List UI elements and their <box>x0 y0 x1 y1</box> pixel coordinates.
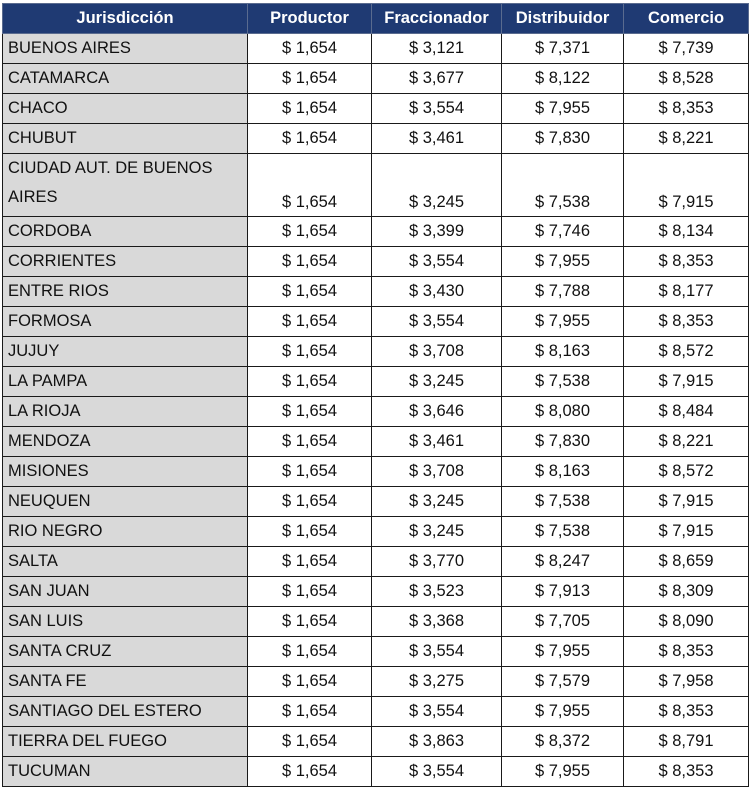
fraccionador-cell: $ 3,863 <box>372 727 502 757</box>
table-header <box>3 4 749 34</box>
table-row <box>3 217 749 247</box>
productor-cell: $ 1,654 <box>248 667 372 697</box>
productor-cell: $ 1,654 <box>248 697 372 727</box>
table-row <box>3 697 749 727</box>
productor-cell: $ 1,654 <box>248 397 372 427</box>
jurisdiction-cell: LA RIOJA <box>3 397 248 427</box>
table-row <box>3 577 749 607</box>
fraccionador-cell: $ 3,554 <box>372 697 502 727</box>
fraccionador-cell: $ 3,646 <box>372 397 502 427</box>
distribuidor-cell: $ 8,372 <box>502 727 624 757</box>
productor-cell: $ 1,654 <box>248 64 372 94</box>
fraccionador-cell: $ 3,677 <box>372 64 502 94</box>
comercio-cell: $ 8,353 <box>624 94 749 124</box>
productor-cell: $ 1,654 <box>248 607 372 637</box>
table-row <box>3 397 749 427</box>
fraccionador-cell: $ 3,245 <box>372 487 502 517</box>
table-row <box>3 757 749 787</box>
comercio-cell: $ 8,353 <box>624 757 749 787</box>
productor-cell: $ 1,654 <box>248 124 372 154</box>
comercio-cell: $ 8,353 <box>624 247 749 277</box>
header-row <box>3 4 749 34</box>
productor-cell: $ 1,654 <box>248 154 372 217</box>
distribuidor-cell: $ 7,538 <box>502 517 624 547</box>
comercio-cell: $ 7,915 <box>624 487 749 517</box>
jurisdiction-cell: RIO NEGRO <box>3 517 248 547</box>
table-row <box>3 547 749 577</box>
table-row <box>3 667 749 697</box>
comercio-cell: $ 8,309 <box>624 577 749 607</box>
jurisdiction-cell: SALTA <box>3 547 248 577</box>
fraccionador-cell: $ 3,461 <box>372 427 502 457</box>
productor-cell: $ 1,654 <box>248 457 372 487</box>
fraccionador-cell: $ 3,523 <box>372 577 502 607</box>
distribuidor-cell: $ 7,913 <box>502 577 624 607</box>
header-fraccionador: Fraccionador <box>372 4 502 34</box>
price-table <box>2 3 749 787</box>
comercio-cell: $ 8,221 <box>624 124 749 154</box>
distribuidor-cell: $ 7,538 <box>502 367 624 397</box>
distribuidor-cell: $ 7,830 <box>502 427 624 457</box>
distribuidor-cell: $ 7,830 <box>502 124 624 154</box>
productor-cell: $ 1,654 <box>248 217 372 247</box>
fraccionador-cell: $ 3,554 <box>372 94 502 124</box>
productor-cell: $ 1,654 <box>248 277 372 307</box>
fraccionador-cell: $ 3,554 <box>372 307 502 337</box>
comercio-cell: $ 8,134 <box>624 217 749 247</box>
fraccionador-cell: $ 3,770 <box>372 547 502 577</box>
table-row <box>3 727 749 757</box>
comercio-cell: $ 7,915 <box>624 154 749 217</box>
productor-cell: $ 1,654 <box>248 487 372 517</box>
comercio-cell: $ 8,791 <box>624 727 749 757</box>
comercio-cell: $ 8,353 <box>624 307 749 337</box>
jurisdiction-cell: CIUDAD AUT. DE BUENOS AIRES <box>3 154 248 217</box>
table-row <box>3 277 749 307</box>
table-row <box>3 487 749 517</box>
jurisdiction-cell: CORDOBA <box>3 217 248 247</box>
header-jurisdiccion: Jurisdicción <box>3 4 248 34</box>
fraccionador-cell: $ 3,554 <box>372 247 502 277</box>
productor-cell: $ 1,654 <box>248 577 372 607</box>
distribuidor-cell: $ 8,163 <box>502 457 624 487</box>
distribuidor-cell: $ 7,955 <box>502 307 624 337</box>
comercio-cell: $ 8,484 <box>624 397 749 427</box>
table-row <box>3 247 749 277</box>
jurisdiction-cell: CHUBUT <box>3 124 248 154</box>
table-row <box>3 124 749 154</box>
fraccionador-cell: $ 3,554 <box>372 757 502 787</box>
fraccionador-cell: $ 3,121 <box>372 34 502 64</box>
distribuidor-cell: $ 7,955 <box>502 94 624 124</box>
distribuidor-cell: $ 7,371 <box>502 34 624 64</box>
jurisdiction-cell: SANTA FE <box>3 667 248 697</box>
table-row <box>3 337 749 367</box>
productor-cell: $ 1,654 <box>248 637 372 667</box>
distribuidor-cell: $ 8,163 <box>502 337 624 367</box>
comercio-cell: $ 7,958 <box>624 667 749 697</box>
jurisdiction-cell: CATAMARCA <box>3 64 248 94</box>
fraccionador-cell: $ 3,368 <box>372 607 502 637</box>
table-row <box>3 64 749 94</box>
distribuidor-cell: $ 8,080 <box>502 397 624 427</box>
jurisdiction-cell: SANTIAGO DEL ESTERO <box>3 697 248 727</box>
table-row <box>3 427 749 457</box>
fraccionador-cell: $ 3,708 <box>372 457 502 487</box>
jurisdiction-cell: BUENOS AIRES <box>3 34 248 64</box>
productor-cell: $ 1,654 <box>248 247 372 277</box>
jurisdiction-cell: FORMOSA <box>3 307 248 337</box>
distribuidor-cell: $ 7,788 <box>502 277 624 307</box>
jurisdiction-cell: SAN JUAN <box>3 577 248 607</box>
productor-cell: $ 1,654 <box>248 307 372 337</box>
distribuidor-cell: $ 7,538 <box>502 154 624 217</box>
jurisdiction-cell: JUJUY <box>3 337 248 367</box>
distribuidor-cell: $ 7,955 <box>502 757 624 787</box>
jurisdiction-cell: SAN LUIS <box>3 607 248 637</box>
productor-cell: $ 1,654 <box>248 337 372 367</box>
table-row <box>3 637 749 667</box>
distribuidor-cell: $ 7,705 <box>502 607 624 637</box>
header-comercio: Comercio <box>624 4 749 34</box>
distribuidor-cell: $ 7,579 <box>502 667 624 697</box>
comercio-cell: $ 8,177 <box>624 277 749 307</box>
distribuidor-cell: $ 7,955 <box>502 697 624 727</box>
comercio-cell: $ 7,739 <box>624 34 749 64</box>
productor-cell: $ 1,654 <box>248 367 372 397</box>
comercio-cell: $ 8,572 <box>624 337 749 367</box>
jurisdiction-cell: LA PAMPA <box>3 367 248 397</box>
distribuidor-cell: $ 8,247 <box>502 547 624 577</box>
comercio-cell: $ 7,915 <box>624 517 749 547</box>
fraccionador-cell: $ 3,275 <box>372 667 502 697</box>
fraccionador-cell: $ 3,430 <box>372 277 502 307</box>
comercio-cell: $ 8,090 <box>624 607 749 637</box>
jurisdiction-cell: MISIONES <box>3 457 248 487</box>
table-row <box>3 457 749 487</box>
fraccionador-cell: $ 3,461 <box>372 124 502 154</box>
distribuidor-cell: $ 7,538 <box>502 487 624 517</box>
table-row <box>3 154 749 217</box>
comercio-cell: $ 8,528 <box>624 64 749 94</box>
jurisdiction-cell: MENDOZA <box>3 427 248 457</box>
fraccionador-cell: $ 3,554 <box>372 637 502 667</box>
comercio-cell: $ 8,353 <box>624 697 749 727</box>
fraccionador-cell: $ 3,245 <box>372 517 502 547</box>
productor-cell: $ 1,654 <box>248 517 372 547</box>
productor-cell: $ 1,654 <box>248 727 372 757</box>
jurisdiction-cell: CHACO <box>3 94 248 124</box>
distribuidor-cell: $ 7,955 <box>502 637 624 667</box>
productor-cell: $ 1,654 <box>248 757 372 787</box>
productor-cell: $ 1,654 <box>248 547 372 577</box>
header-productor: Productor <box>248 4 372 34</box>
distribuidor-cell: $ 7,955 <box>502 247 624 277</box>
productor-cell: $ 1,654 <box>248 34 372 64</box>
productor-cell: $ 1,654 <box>248 94 372 124</box>
jurisdiction-cell: TUCUMAN <box>3 757 248 787</box>
jurisdiction-cell: SANTA CRUZ <box>3 637 248 667</box>
comercio-cell: $ 8,353 <box>624 637 749 667</box>
table-row <box>3 367 749 397</box>
fraccionador-cell: $ 3,245 <box>372 367 502 397</box>
fraccionador-cell: $ 3,245 <box>372 154 502 217</box>
comercio-cell: $ 8,221 <box>624 427 749 457</box>
jurisdiction-cell: ENTRE RIOS <box>3 277 248 307</box>
table-row <box>3 94 749 124</box>
jurisdiction-cell: NEUQUEN <box>3 487 248 517</box>
jurisdiction-cell: TIERRA DEL FUEGO <box>3 727 248 757</box>
comercio-cell: $ 7,915 <box>624 367 749 397</box>
table-row <box>3 307 749 337</box>
jurisdiction-cell: CORRIENTES <box>3 247 248 277</box>
header-distribuidor: Distribuidor <box>502 4 624 34</box>
fraccionador-cell: $ 3,708 <box>372 337 502 367</box>
distribuidor-cell: $ 8,122 <box>502 64 624 94</box>
comercio-cell: $ 8,659 <box>624 547 749 577</box>
table-row <box>3 34 749 64</box>
table-body <box>3 34 749 787</box>
comercio-cell: $ 8,572 <box>624 457 749 487</box>
distribuidor-cell: $ 7,746 <box>502 217 624 247</box>
fraccionador-cell: $ 3,399 <box>372 217 502 247</box>
table-row <box>3 607 749 637</box>
productor-cell: $ 1,654 <box>248 427 372 457</box>
table-row <box>3 517 749 547</box>
